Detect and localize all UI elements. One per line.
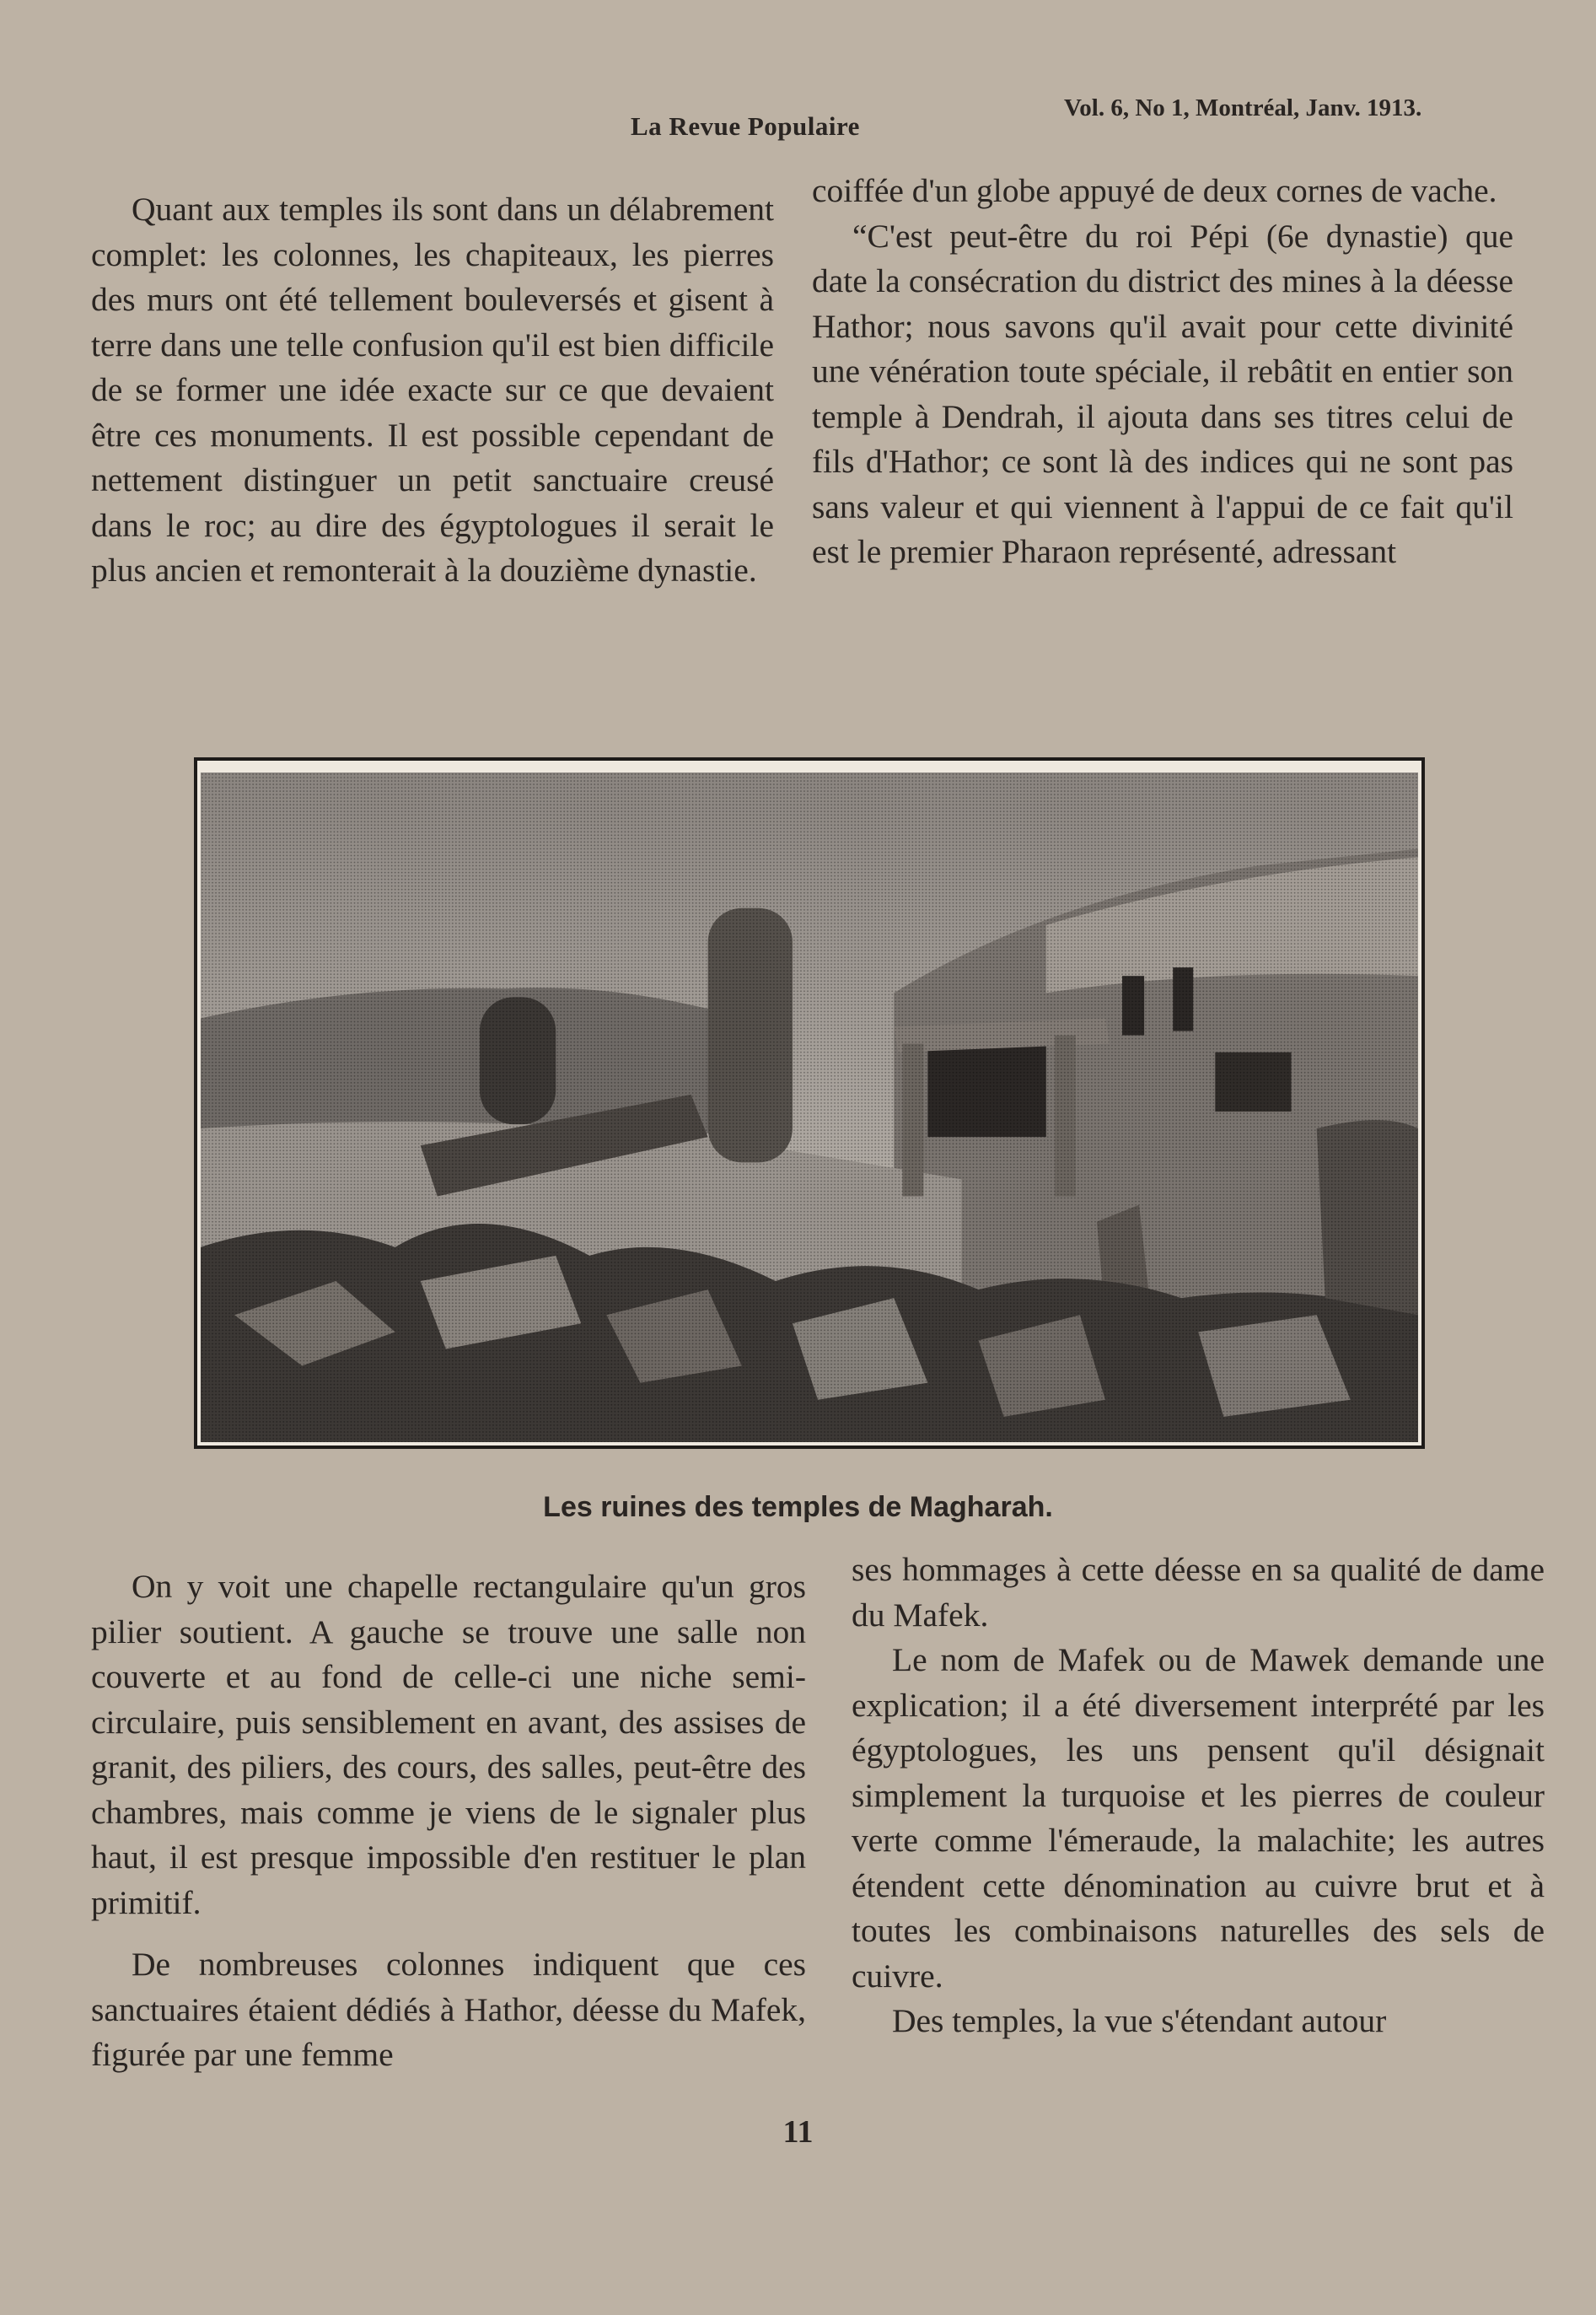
paragraph: Quant aux temples ils sont dans un délabrement complet: les colonnes, les chapiteaux, les pierres des murs ont été tellement bouleversés et gisent à terre dans une telle confusion qu'il est bien difficile de se former une idée exacte sur ce que devaient être ces monuments. Il est possible cependant de nettement distinguer un petit sanctuaire creusé dans le roc; au dire des égyptologues il serait le plus ancien et remonterait à la douzième dynastie. — [91, 191, 774, 589]
paragraph: De nombreuses colonnes indiquent que ces sanctuaires étaient dédiés à Hathor, déesse du Mafek, figurée par une femme — [91, 1946, 806, 2073]
paragraph: “C'est peut-être du roi Pépi (6e dynastie) que date la consécration du district des mines à la déesse Hathor; nous savons qu'il avait pour cette divinité une vénération toute spéciale, il rebâtit en entier son temple à Dendrah, il ajouta dans ses titres celui de fils d'Hathor; ce sont là des indices qui ne sont pas sans valeur et qui viennent à l'appui de ce fait qu'il est le premier Pharaon représenté, adressant — [812, 217, 1513, 570]
column-bottom-left — [91, 1564, 806, 2078]
paragraph: ses hommages à cette déesse en sa qualité de dame du Mafek. — [852, 1551, 1545, 1634]
paragraph: Des temples, la vue s'étendant autour — [892, 2002, 1387, 2039]
paragraph: coiffée d'un globe appuyé de deux cornes de vache. — [812, 172, 1497, 209]
issue-info: Vol. 6, No 1, Montréal, Janv. 1913. — [1064, 94, 1422, 121]
page-number: 11 — [782, 2114, 814, 2150]
paragraph: On y voit une chapelle rectangulaire qu'un gros pilier soutient. A gauche se trouve une salle non couverte et au fond de celle-ci une niche semi-circulaire, puis sensiblement en avant, des assises de granit, des piliers, des cours, des salles, peut-être des chambres, mais comme je viens de le signaler plus haut, il est presque impossible d'en restituer le plan primitif. — [91, 1568, 806, 1921]
column-bottom-right — [852, 1548, 1545, 2044]
halftone-photo — [201, 773, 1418, 1442]
column-top-right — [812, 169, 1513, 575]
running-title: La Revue Populaire — [631, 111, 860, 141]
figure-caption: Les ruines des temples de Magharah. — [543, 1491, 1053, 1523]
ruins-photograph — [194, 757, 1425, 1449]
column-top-left — [91, 187, 774, 594]
paragraph: Le nom de Mafek ou de Mawek demande une explication; il a été diversement interprété par les égyptologues, les uns pensent qu'il désignait simplement la turquoise et les pierres de couleur verte comme l'émeraude, la malachite; les autres étendent cette dénomination au cuivre brut et à toutes les combinaisons naturelles des sels de cuivre. — [852, 1641, 1545, 1995]
